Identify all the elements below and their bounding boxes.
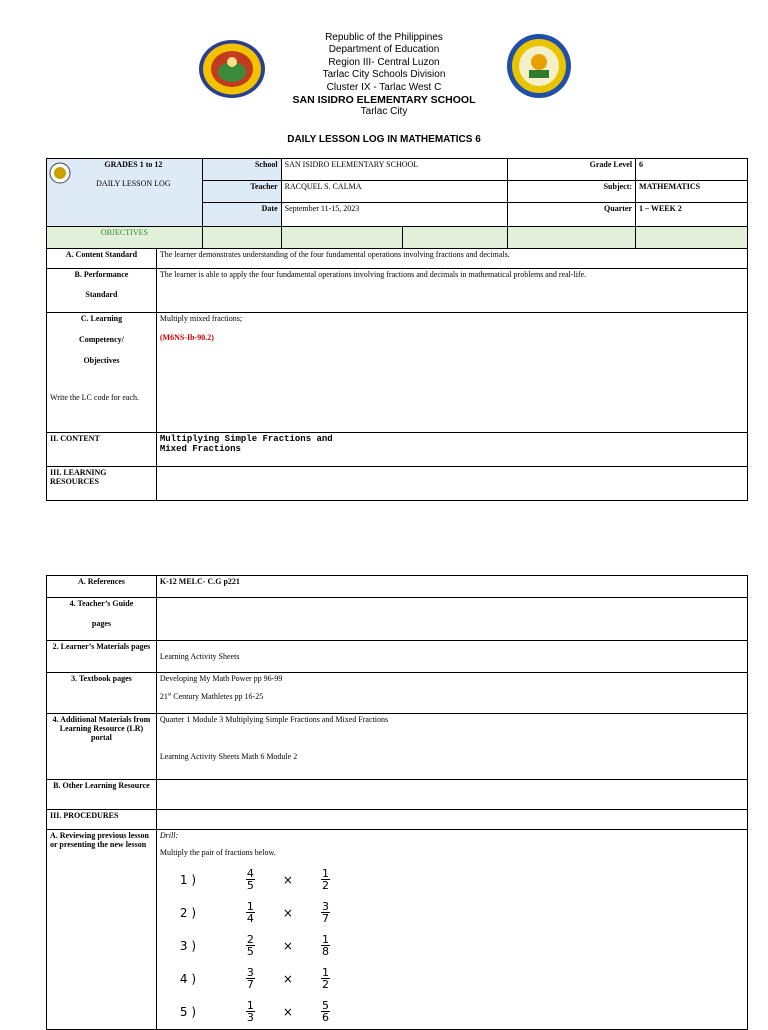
fraction-a [246,901,255,924]
date-label: Date [202,203,281,227]
tg-label-line2: pages [91,619,111,628]
denominator: 5 [246,879,254,892]
numerator: 1 [321,933,329,946]
learning-competency-label [47,313,157,433]
teachers-guide-value [156,598,747,641]
fraction-a [246,868,255,891]
textbook-line1: Developing My Math Power pp 96-99 [159,674,283,683]
exercise-number: 5 ) [179,1004,197,1019]
exercise-number: 4 ) [179,971,197,986]
times-sign: × [282,938,293,953]
additional-materials-value [156,714,747,780]
textbook-label: 3. Textbook pages [47,673,157,714]
references-label: A. References [47,576,157,598]
content-standard-value: The learner demonstrates understanding of the four fundamental operations involving fractions and decimals. [156,249,747,269]
exercise-row [160,962,744,995]
references-value: K-12 MELC- C.G p221 [156,576,747,598]
objectives-header: OBJECTIVES [47,227,203,249]
dll-title-cell [47,159,203,227]
numerator: 3 [321,900,329,913]
teacher-label: Teacher [202,181,281,203]
drill-instructions: Multiply the pair of fractions below. [159,848,276,857]
fraction-b [321,1000,330,1023]
day-col-2 [281,227,403,249]
times-sign: × [282,872,293,887]
learning-resources-label: III. LEARNING RESOURCES [47,467,157,501]
reviewing-value [156,830,747,1030]
grade-level-label: Grade Level [508,159,636,181]
fraction-a [246,967,255,990]
content-value [156,433,747,467]
denominator: 2 [321,879,329,892]
tb-rest: Century Mathletes pp 16-25 [171,692,264,701]
numerator: 1 [246,900,254,913]
denominator: 2 [321,978,329,991]
header-region: Region III- Central Luzon [328,56,440,68]
performance-standard-label [47,269,157,313]
dll-label: DAILY LESSON LOG [96,179,171,188]
day-col-3 [403,227,508,249]
lc-note: Write the LC code for each. [50,393,139,402]
numerator: 2 [246,933,254,946]
header-city: Tarlac City [360,106,408,118]
times-sign: × [282,905,293,920]
denominator: 5 [246,945,254,958]
exercise-number: 1 ) [179,872,197,887]
subject-label: Subject: [508,181,636,203]
deped-logo-icon [49,162,71,184]
denominator: 6 [321,1011,329,1024]
content-standard-label: A. Content Standard [47,249,157,269]
content-value-line1: Multiplying Simple Fractions and [159,434,333,444]
numerator: 3 [246,966,254,979]
document-title: DAILY LESSON LOG IN MATHEMATICS 6 [287,134,481,145]
denominator: 4 [246,912,254,925]
exercise-row [160,896,744,929]
learning-resources-value [156,467,747,501]
teachers-guide-label [47,598,157,641]
numerator: 1 [321,966,329,979]
letterhead [0,32,768,119]
learners-materials-value: Learning Activity Sheets [156,641,747,673]
denominator: 8 [321,945,329,958]
am-line2: Learning Activity Sheets Math 6 Module 2 [159,752,298,761]
am-line1: Quarter 1 Module 3 Multiplying Simple Fractions and Mixed Fractions [159,715,389,724]
fraction-b [321,901,330,924]
perf-label-line2: Standard [85,290,118,299]
denominator: 7 [321,912,329,925]
day-col-4 [508,227,636,249]
grade-level-value: 6 [636,159,748,181]
day-col-5 [636,227,748,249]
exercise-number: 2 ) [179,905,197,920]
numerator: 1 [321,867,329,880]
lc-label-line3: Objectives [83,356,120,365]
times-sign: × [282,1004,293,1019]
fraction-b [321,967,330,990]
drill-label: Drill: [159,831,179,840]
header-school: SAN ISIDRO ELEMENTARY SCHOOL [292,94,476,107]
other-resources-label: B. Other Learning Resource [47,780,157,810]
tb-sup: st [167,692,172,698]
lc-code: (M6NS-Ib-90.2) [159,333,214,342]
content-label: II. CONTENT [47,433,157,467]
tg-label-line1: 4. Teacher’s Guide [69,599,134,608]
fraction-b [321,868,330,891]
lc-value: Multiply mixed fractions; [159,314,243,323]
times-sign: × [282,971,293,986]
perf-label-line1: B. Performance [74,270,129,279]
fraction-b [321,934,330,957]
numerator: 1 [246,999,254,1012]
procedures-label: III. PROCEDURES [47,810,157,830]
school-label: School [202,159,281,181]
teacher-value: RACQUEL S. CALMA [281,181,508,203]
header-republic: Republic of the Philippines [325,32,443,43]
header-cluster: Cluster IX - Tarlac West C [326,81,442,93]
performance-standard-value: The learner is able to apply the four fundamental operations involving fractions and decimals in mathematical problems and real-life. [156,269,747,313]
numerator: 4 [246,867,254,880]
textbook-value [156,673,747,714]
reviewing-label: A. Reviewing previous lesson or presenting the new lesson [47,830,157,1030]
tb-num: 21 [159,692,168,701]
learning-competency-value [156,313,747,433]
lesson-log-table-2 [46,575,748,1030]
exercise-row [160,995,744,1028]
procedures-value [156,810,747,830]
other-resources-value [156,780,747,810]
day-col-1 [202,227,281,249]
content-value-line2: Mixed Fractions [159,444,241,454]
quarter-value: 1 – WEEK 2 [636,203,748,227]
fraction-a [246,934,255,957]
textbook-line2 [160,692,744,701]
exercise-list [160,863,744,1028]
numerator: 5 [321,999,329,1012]
additional-materials-label: 4. Additional Materials from Learning Resource (LR) portal [47,714,157,780]
school-value: SAN ISIDRO ELEMENTARY SCHOOL [281,159,508,181]
grades-label: GRADES 1 to 12 [104,160,163,169]
header-deped: Department of Education [328,44,440,56]
subject-value: MATHEMATICS [636,181,748,203]
date-value: September 11-15, 2023 [281,203,508,227]
quarter-label: Quarter [508,203,636,227]
lesson-log-table-1 [46,158,748,501]
exercise-number: 3 ) [179,938,197,953]
fraction-a [246,1000,255,1023]
denominator: 3 [246,1011,254,1024]
exercise-row [160,929,744,962]
header-division: Tarlac City Schools Division [322,69,446,81]
learners-materials-label: 2. Learner’s Materials pages [47,641,157,673]
lc-label-line1: C. Learning [80,314,123,323]
denominator: 7 [246,978,254,991]
exercise-row [160,863,744,896]
lc-label-line2: Competency/ [78,335,124,344]
